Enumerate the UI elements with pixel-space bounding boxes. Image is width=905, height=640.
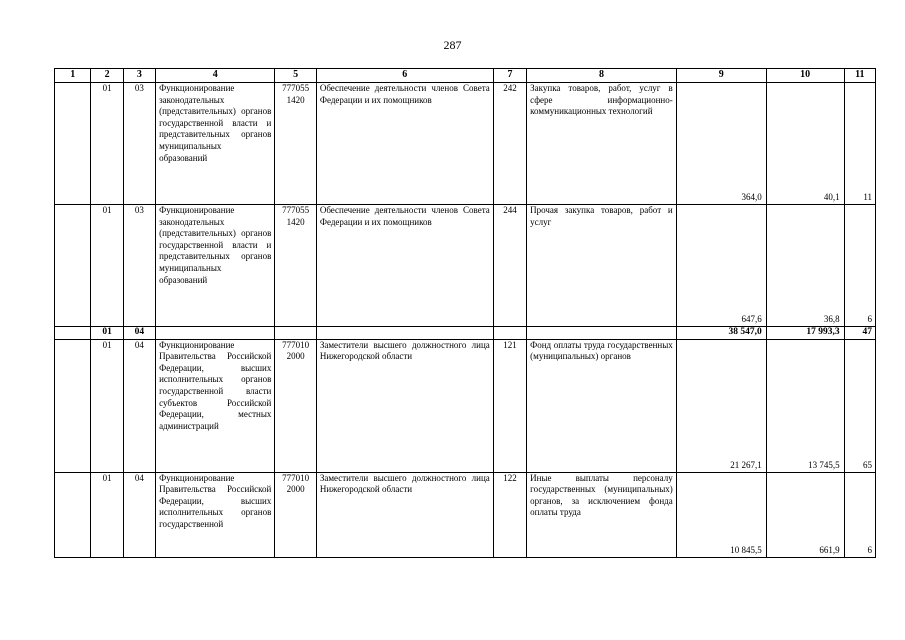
- cell-subsection: 03: [123, 205, 155, 327]
- cell-section-name: Функционирование законодательных (представительных) органов государственной власти и представительных органов муниципальных образований: [156, 83, 275, 205]
- cell-expense-name: Фонд оплаты труда государственных (муниципальных) органов: [527, 339, 677, 472]
- cell-expense-type: 244: [493, 205, 526, 327]
- cell-col1: [55, 472, 91, 557]
- cell-col1: [55, 339, 91, 472]
- cell-value-11: 6: [844, 472, 875, 557]
- cell-value-10: 17 993,3: [766, 327, 844, 340]
- cell-value-11: 47: [844, 327, 875, 340]
- cell-value-9: 364,0: [676, 83, 766, 205]
- column-header: 7: [493, 69, 526, 83]
- cell-value-11: 65: [844, 339, 875, 472]
- cell-subsection: 04: [123, 472, 155, 557]
- cell-subsection: 04: [123, 339, 155, 472]
- column-header: 5: [275, 69, 316, 83]
- cell-target-name: [316, 327, 493, 340]
- column-header: 9: [676, 69, 766, 83]
- cell-expense-type: 122: [493, 472, 526, 557]
- cell-col1: [55, 327, 91, 340]
- cell-value-9: 647,6: [676, 205, 766, 327]
- cell-value-11: 11: [844, 83, 875, 205]
- table-header-row: [55, 69, 876, 83]
- cell-section: 01: [91, 83, 123, 205]
- cell-target-code: 777055 1420: [275, 205, 316, 327]
- cell-target-code: 777055 1420: [275, 83, 316, 205]
- table-row: [55, 472, 876, 557]
- cell-expense-name: Закупка товаров, работ, услуг в сфере информационно-коммуникационных технологий: [527, 83, 677, 205]
- cell-value-10: 36,8: [766, 205, 844, 327]
- cell-section-name: Функционирование Правительства Российской Федерации, высших исполнительных органов государственной власти субъектов Российской Федерации, местных администраций: [156, 339, 275, 472]
- cell-value-9: 10 845,5: [676, 472, 766, 557]
- cell-expense-name: Прочая закупка товаров, работ и услуг: [527, 205, 677, 327]
- cell-subsection: 04: [123, 327, 155, 340]
- page-number: 287: [443, 38, 462, 52]
- table-row: [55, 83, 876, 205]
- cell-section: 01: [91, 327, 123, 340]
- column-header: 11: [844, 69, 875, 83]
- column-header: 10: [766, 69, 844, 83]
- cell-value-9: 38 547,0: [676, 327, 766, 340]
- cell-target-code: 777010 2000: [275, 339, 316, 472]
- cell-value-11: 6: [844, 205, 875, 327]
- cell-expense-name: [527, 327, 677, 340]
- column-header: 2: [91, 69, 123, 83]
- cell-expense-type: 242: [493, 83, 526, 205]
- cell-col1: [55, 205, 91, 327]
- table-row: [55, 205, 876, 327]
- cell-value-10: 13 745,5: [766, 339, 844, 472]
- cell-expense-type: 121: [493, 339, 526, 472]
- column-header: 6: [316, 69, 493, 83]
- column-header: 1: [55, 69, 91, 83]
- table-row: [55, 339, 876, 472]
- cell-expense-type: [493, 327, 526, 340]
- cell-target-name: Заместители высшего должностного лица Нижегородской области: [316, 472, 493, 557]
- cell-target-name: Заместители высшего должностного лица Нижегородской области: [316, 339, 493, 472]
- cell-section-name: Функционирование Правительства Российской Федерации, высших исполнительных органов государственной: [156, 472, 275, 557]
- cell-subsection: 03: [123, 83, 155, 205]
- cell-section-name: Функционирование законодательных (представительных) органов государственной власти и представительных органов муниципальных образований: [156, 205, 275, 327]
- cell-target-name: Обеспечение деятельности членов Совета Федерации и их помощников: [316, 205, 493, 327]
- cell-target-code: [275, 327, 316, 340]
- column-header: 4: [156, 69, 275, 83]
- subtotal-row: [55, 327, 876, 340]
- cell-section: 01: [91, 205, 123, 327]
- budget-table: [54, 68, 876, 558]
- column-header: 3: [123, 69, 155, 83]
- cell-value-9: 21 267,1: [676, 339, 766, 472]
- cell-section-name: [156, 327, 275, 340]
- cell-value-10: 40,1: [766, 83, 844, 205]
- cell-target-code: 777010 2000: [275, 472, 316, 557]
- cell-value-10: 661,9: [766, 472, 844, 557]
- cell-col1: [55, 83, 91, 205]
- cell-target-name: Обеспечение деятельности членов Совета Федерации и их помощников: [316, 83, 493, 205]
- cell-section: 01: [91, 339, 123, 472]
- column-header: 8: [527, 69, 677, 83]
- cell-expense-name: Иные выплаты персоналу государственных (муниципальных) органов, за исключением фонда оплаты труда: [527, 472, 677, 557]
- cell-section: 01: [91, 472, 123, 557]
